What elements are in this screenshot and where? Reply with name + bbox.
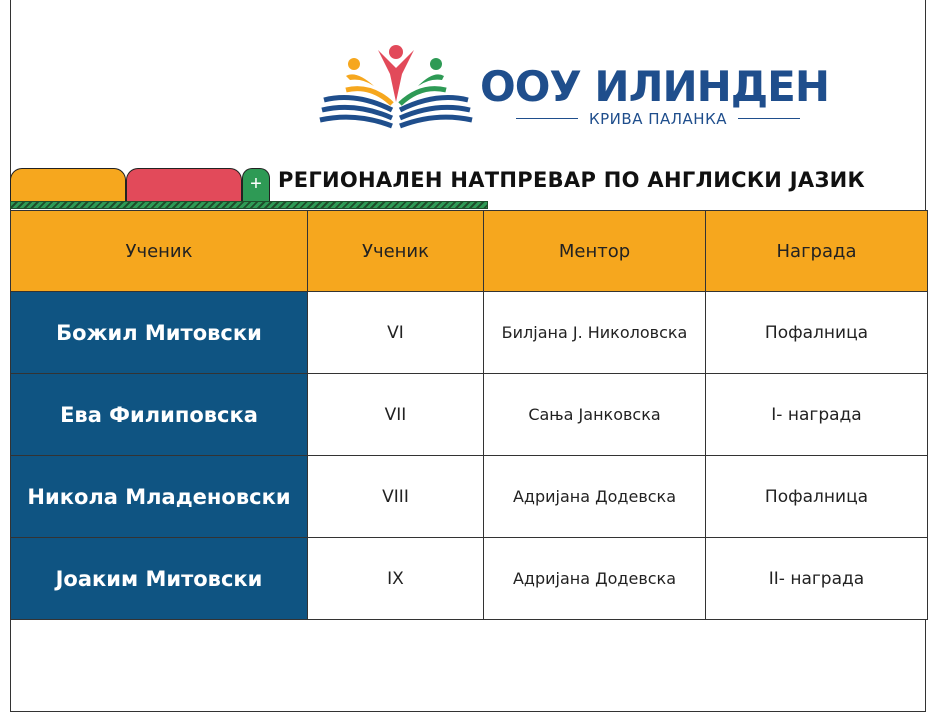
mentor-name: Билјана Ј. Николовска <box>484 292 706 374</box>
award: II- награда <box>706 538 928 620</box>
folder-tab-red[interactable] <box>126 168 242 202</box>
column-header-grade: Ученик <box>308 211 484 292</box>
student-grade: VII <box>308 374 484 456</box>
school-name: ООУ ИЛИНДЕН <box>480 62 829 111</box>
student-grade: VIII <box>308 456 484 538</box>
city-name: КРИВА ПАЛАНКА <box>588 110 727 128</box>
award: Пофалница <box>706 292 928 374</box>
award: Пофалница <box>706 456 928 538</box>
city-divider-right <box>738 118 800 119</box>
award: I- награда <box>706 374 928 456</box>
competition-title: РЕГИОНАЛЕН НАТПРЕВАР ПО АНГЛИСКИ ЈАЗИК <box>278 168 866 192</box>
open-book-logo-icon <box>316 40 476 140</box>
student-grade: VI <box>308 292 484 374</box>
student-grade: IX <box>308 538 484 620</box>
column-header-award: Награда <box>706 211 928 292</box>
folder-tab-strip <box>10 201 488 209</box>
table-row <box>11 456 928 538</box>
mentor-name: Адријана Додевска <box>484 456 706 538</box>
plus-icon[interactable]: + <box>242 168 270 202</box>
folder-tab-orange[interactable] <box>10 168 126 202</box>
table-header-row <box>11 211 928 292</box>
mentor-name: Адријана Додевска <box>484 538 706 620</box>
table-row <box>11 538 928 620</box>
column-header-mentor: Ментор <box>484 211 706 292</box>
student-name: Ева Филиповска <box>11 374 308 456</box>
mentor-name: Сања Јанковска <box>484 374 706 456</box>
student-name: Божил Митовски <box>11 292 308 374</box>
results-table <box>10 210 928 620</box>
table-row <box>11 292 928 374</box>
student-name: Јоаким Митовски <box>11 538 308 620</box>
student-name: Никола Младеновски <box>11 456 308 538</box>
school-logo <box>316 40 856 140</box>
table-row <box>11 374 928 456</box>
column-header-student: Ученик <box>11 211 308 292</box>
